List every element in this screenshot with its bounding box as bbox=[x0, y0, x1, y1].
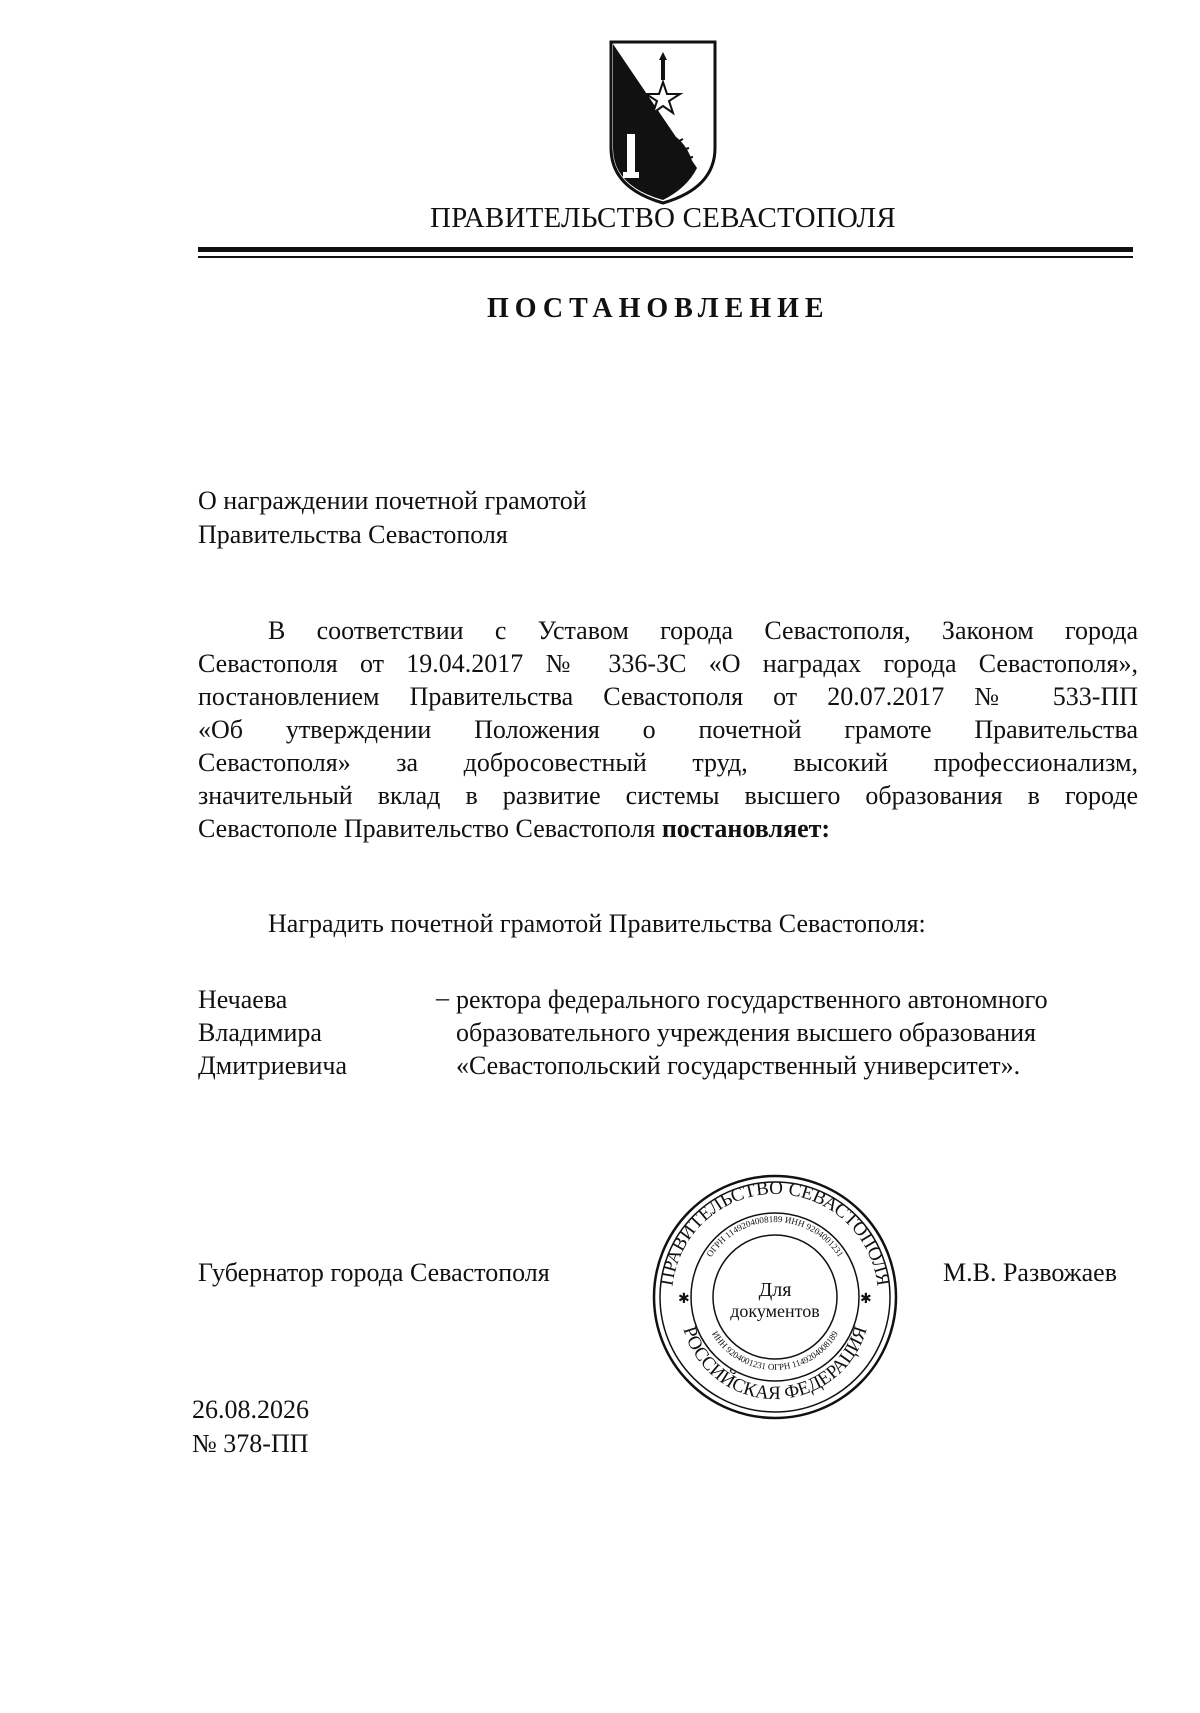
seal-center-line-2: документов bbox=[730, 1301, 820, 1321]
awardee-dash: – bbox=[436, 983, 449, 1012]
organization-title: ПРАВИТЕЛЬСТВО СЕВАСТОПОЛЯ bbox=[430, 202, 896, 234]
awardee-position-line-3: «Севастопольский государственный университет». bbox=[456, 1051, 1021, 1080]
preamble-line-1: В соответствии с Уставом города Севастополя, Законом города bbox=[268, 616, 1138, 645]
awardee-patronymic: Дмитриевича bbox=[198, 1051, 348, 1080]
subject-line-1: О награждении почетной грамотой bbox=[198, 486, 587, 515]
preamble-line-2: Севастополя от 19.04.2017 № 336-ЗС «О наградах города Севастополя», bbox=[198, 649, 1138, 678]
awardee-first-name: Владимира bbox=[198, 1018, 322, 1047]
official-seal bbox=[650, 1172, 900, 1422]
preamble-line-7 bbox=[198, 812, 1138, 845]
operative-word: постановляет: bbox=[661, 814, 831, 843]
header-divider-thick bbox=[198, 247, 1133, 252]
document-date: 26.08.2026 bbox=[192, 1395, 309, 1424]
seal-inner-bottom-text: ИНН 9204001231 ОГРН 1149204008189 bbox=[710, 1329, 840, 1373]
signatory-role: Губернатор города Севастополя bbox=[198, 1258, 550, 1287]
preamble-line-5: Севастополя» за добросовестный труд, высокий профессионализм, bbox=[198, 748, 1138, 777]
awardee-position bbox=[456, 983, 1126, 1082]
seal-inner-top-text: ОГРН 1149204008189 ИНН 9204001231 bbox=[704, 1213, 846, 1259]
document-number: № 378-ПП bbox=[192, 1429, 309, 1458]
seal-outer-top-text: ПРАВИТЕЛЬСТВО СЕВАСТОПОЛЯ bbox=[656, 1177, 894, 1288]
preamble-last-line-text: Севастополе Правительство Севастополя bbox=[198, 814, 662, 843]
sevastopol-coat-of-arms-icon bbox=[607, 38, 719, 206]
preamble-line-6: значительный вклад в развитие системы высшего образования в городе bbox=[198, 781, 1138, 810]
seal-center-line-1: Для bbox=[758, 1279, 792, 1301]
subject-line-2: Правительства Севастополя bbox=[198, 520, 508, 549]
document-type: ПОСТАНОВЛЕНИЕ bbox=[487, 293, 830, 324]
signatory-name: М.В. Развожаев bbox=[943, 1258, 1118, 1287]
decree-intro: Наградить почетной грамотой Правительства Севастополя: bbox=[268, 909, 926, 938]
seal-star-right-icon: ✱ bbox=[860, 1291, 872, 1307]
document-subject bbox=[198, 484, 587, 552]
preamble-paragraph bbox=[198, 614, 1138, 845]
preamble-line-3: постановлением Правительства Севастополя от 20.07.2017 № 533-ПП bbox=[198, 682, 1138, 711]
awardee-name bbox=[198, 983, 347, 1082]
seal-outer-bottom-text: РОССИЙСКАЯ ФЕДЕРАЦИЯ bbox=[678, 1323, 872, 1405]
preamble-line-4: «Об утверждении Положения о почетной грамоте Правительства bbox=[198, 715, 1138, 744]
header-divider-thin bbox=[198, 256, 1133, 258]
document-date-number bbox=[192, 1393, 309, 1461]
awardee-position-line-1: ректора федерального государственного автономного bbox=[456, 985, 1048, 1014]
awardee-position-line-2: образовательного учреждения высшего образования bbox=[456, 1018, 1036, 1047]
awardee-surname: Нечаева bbox=[198, 985, 288, 1014]
seal-star-left-icon: ✱ bbox=[678, 1291, 690, 1307]
